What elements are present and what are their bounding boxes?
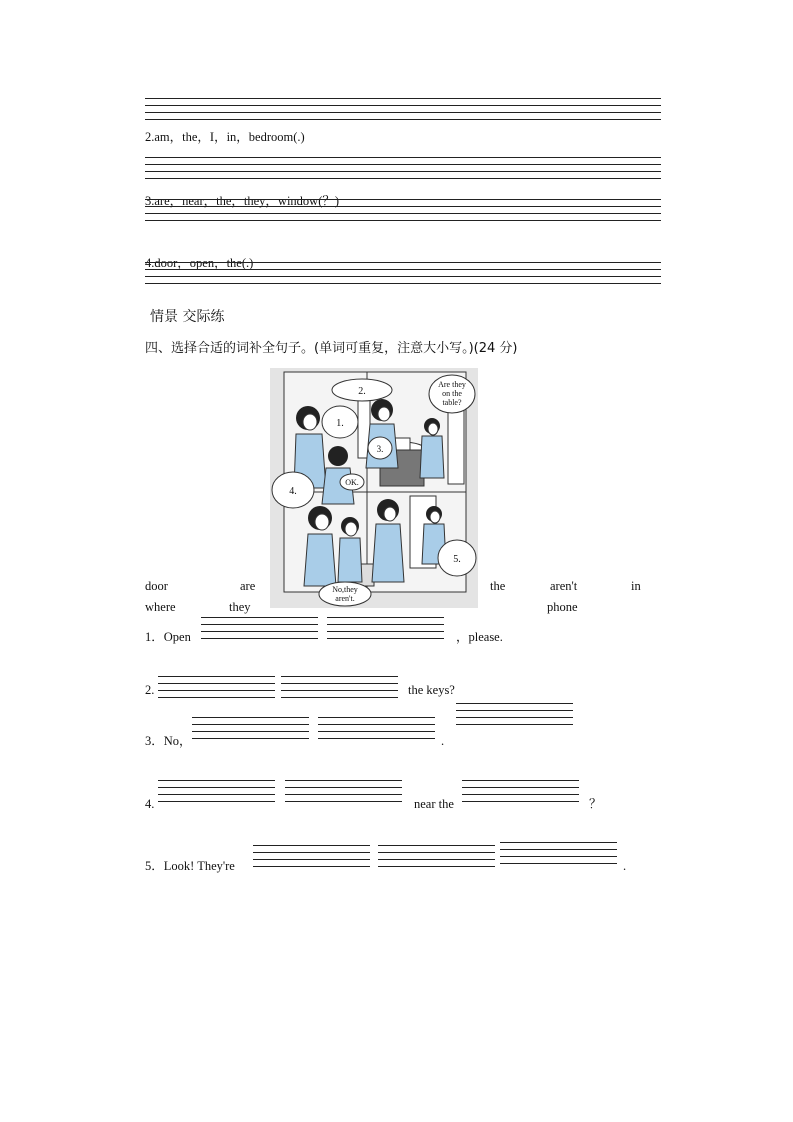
word-bank-item: where: [145, 600, 176, 614]
speech-bubble-1: [322, 406, 358, 438]
figure-mother: [304, 506, 336, 586]
answer-blank[interactable]: [327, 617, 444, 639]
answer-blank[interactable]: [318, 717, 435, 739]
bubble-2-label: 2.: [358, 386, 366, 397]
bubble-question-line-3: table?: [442, 398, 462, 407]
sentence-1-suffix: ，please.: [456, 630, 503, 644]
sentence-4-suffix: ？: [589, 797, 602, 811]
sentence-3-prefix: 3．No，: [145, 734, 192, 748]
question-3: 3.are，near，the，they，window(？): [145, 194, 340, 208]
bubble-answer-line-2: aren't.: [335, 594, 355, 603]
answer-blank[interactable]: [456, 703, 573, 725]
word-bank-item: the: [490, 579, 506, 593]
question-2: 2.am，the，I，in，bedroom(.): [145, 130, 305, 144]
comic-illustration: [270, 368, 478, 608]
sentence-1-prefix: 1．Open: [145, 630, 191, 644]
question-4: 4.door，open，the(.): [145, 256, 254, 270]
word-bank-item: aren't: [550, 579, 578, 593]
answer-blank[interactable]: [201, 617, 318, 639]
speech-bubble-question: [429, 375, 475, 413]
sentence-5-suffix: .: [623, 859, 627, 873]
bubble-4-label: 4.: [289, 486, 297, 497]
sentence-3-suffix: .: [441, 734, 445, 748]
answer-blank[interactable]: [192, 717, 309, 739]
answer-blank[interactable]: [281, 676, 398, 698]
bubble-answer-line-1: No,they: [332, 585, 358, 594]
answer-blank[interactable]: [462, 780, 579, 802]
word-bank-item: they: [229, 600, 251, 614]
answer-blank[interactable]: [158, 780, 275, 802]
writing-lines[interactable]: [145, 157, 661, 179]
answer-blank[interactable]: [378, 845, 495, 867]
speech-bubble-3: [368, 437, 392, 459]
speech-bubble-answer: [319, 582, 371, 606]
bubble-question-line-2: on the: [442, 389, 462, 398]
part-4-instruction: 四、选择合适的词补全句子。(单词可重复，注意大小写。)(24 分): [145, 341, 518, 356]
word-bank-item: are: [240, 579, 256, 593]
sentence-2-suffix: the keys?: [408, 683, 455, 697]
word-bank-item: phone: [547, 600, 578, 614]
section-heading: 情景 交际练: [150, 309, 225, 325]
writing-lines[interactable]: [145, 98, 661, 120]
writing-lines[interactable]: [145, 262, 661, 284]
speech-bubble-5: [438, 540, 476, 576]
bubble-5-label: 5.: [453, 554, 461, 565]
answer-blank[interactable]: [500, 842, 617, 864]
speech-bubble-2: [332, 379, 392, 401]
sentence-4-mid: near the: [414, 797, 454, 811]
bubble-ok-label: OK.: [345, 478, 359, 487]
speech-bubble-ok: [340, 474, 364, 490]
bubble-question-line-1: Are they: [438, 380, 466, 389]
bubble-3-label: 3.: [376, 444, 384, 454]
answer-blank[interactable]: [158, 676, 275, 698]
speech-bubble-4: [272, 472, 314, 508]
sentence-5-prefix: 5．Look! They're: [145, 859, 235, 873]
answer-blank[interactable]: [285, 780, 402, 802]
bubble-1-label: 1.: [336, 418, 344, 429]
writing-lines[interactable]: [145, 199, 661, 221]
answer-blank[interactable]: [253, 845, 370, 867]
sentence-2-prefix: 2.: [145, 683, 155, 697]
word-bank-item: door: [145, 579, 168, 593]
sentence-4-prefix: 4.: [145, 797, 155, 811]
figure-boy: [338, 517, 362, 582]
word-bank-item: in: [631, 579, 641, 593]
